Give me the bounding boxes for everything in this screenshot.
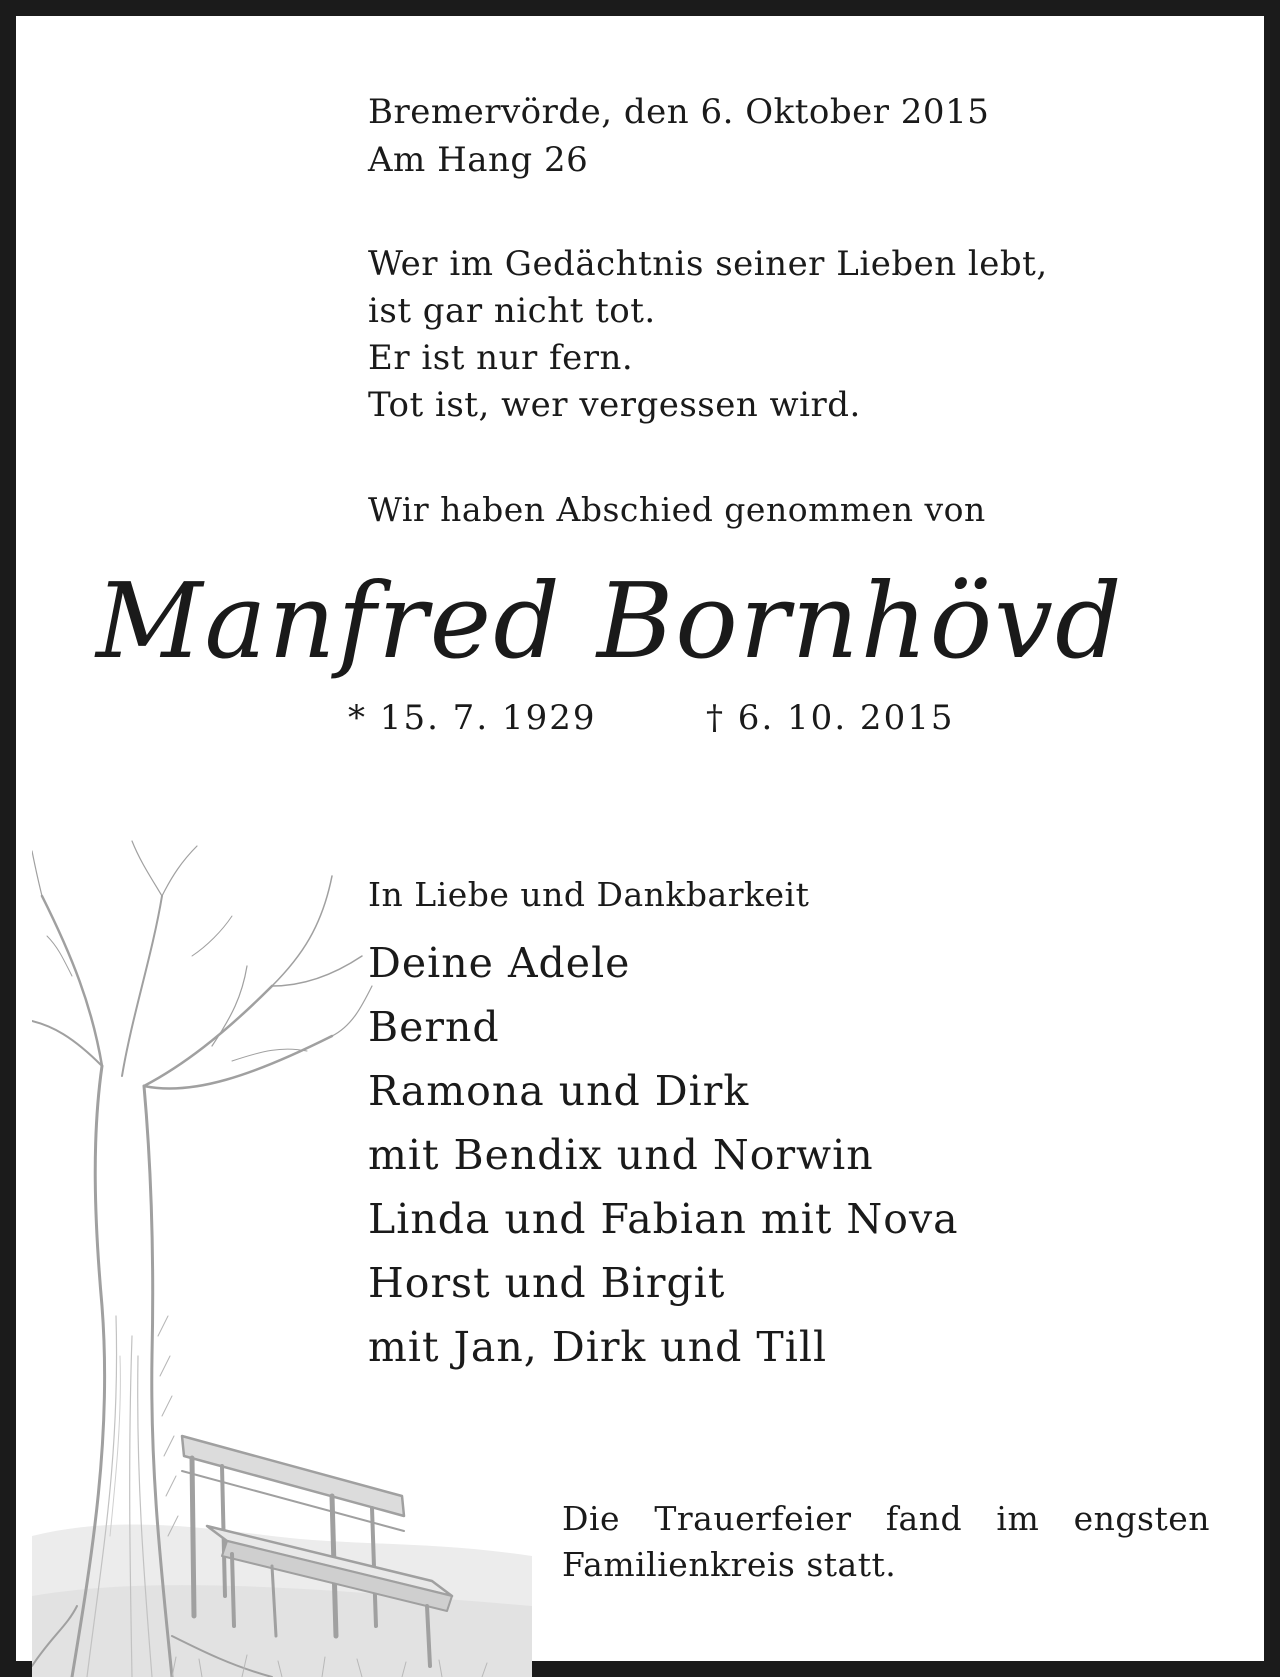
family-member: Deine Adele	[368, 939, 631, 987]
poem	[368, 241, 1048, 429]
place-and-date: Bremervörde, den 6. Oktober 2015	[368, 92, 990, 132]
birth-date: * 15. 7. 1929	[348, 698, 597, 738]
poem-line: Tot ist, wer vergessen wird.	[368, 385, 861, 425]
funeral-note-text: Die Trauerfeier fand im engsten Familienkreis statt.	[562, 1499, 1210, 1584]
dedication-text: In Liebe und Dankbarkeit	[368, 875, 810, 914]
deceased-name: Manfred Bornhövd	[96, 560, 1124, 682]
farewell-intro	[368, 486, 986, 534]
family-member: mit Jan, Dirk und Till	[368, 1323, 828, 1371]
family-member: Linda und Fabian mit Nova	[368, 1195, 959, 1243]
death-date: † 6. 10. 2015	[706, 698, 955, 738]
family-member: Bernd	[368, 1003, 500, 1051]
family-member: Ramona und Dirk	[368, 1067, 750, 1115]
family-member: mit Bendix und Norwin	[368, 1131, 874, 1179]
funeral-note	[562, 1496, 1210, 1588]
poem-line: Er ist nur fern.	[368, 338, 634, 378]
poem-line: Wer im Gedächtnis seiner Lieben lebt,	[368, 244, 1048, 284]
family-list	[368, 931, 959, 1379]
family-member: Horst und Birgit	[368, 1259, 726, 1307]
farewell-intro-text: Wir haben Abschied genommen von	[368, 490, 986, 529]
header-block	[368, 88, 989, 184]
dedication	[368, 871, 809, 919]
address: Am Hang 26	[368, 140, 589, 180]
poem-line: ist gar nicht tot.	[368, 291, 656, 331]
